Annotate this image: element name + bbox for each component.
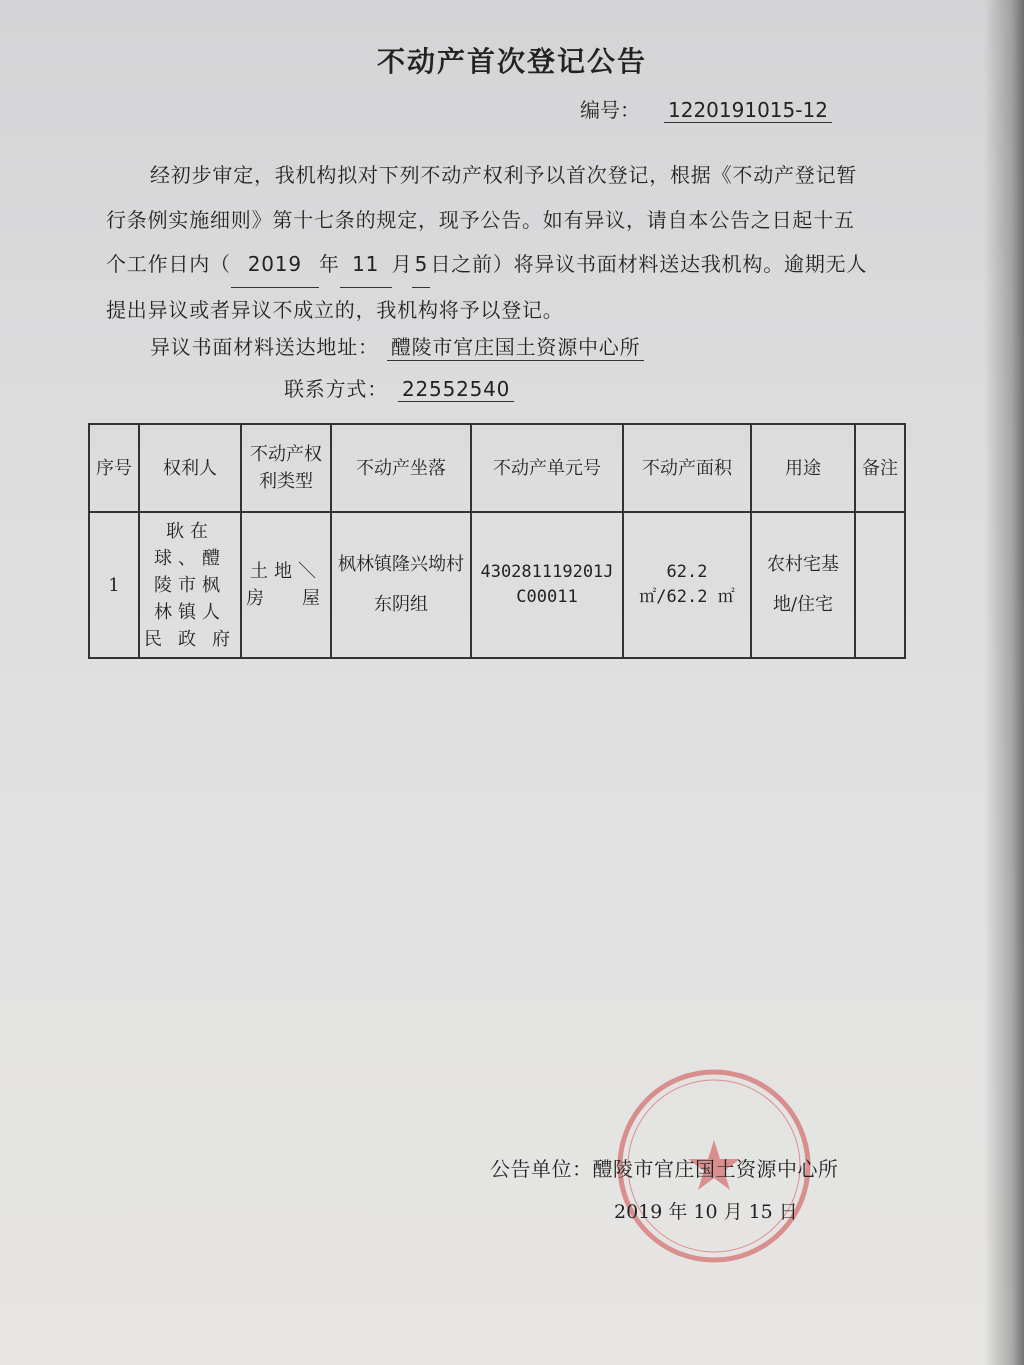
- header-cell: 用途: [751, 424, 855, 512]
- cell-unit-no: 430281119201JC00011: [471, 512, 623, 658]
- cell-holder: 耿在球、醴陵市枫林镇人民政府: [139, 512, 241, 658]
- body-line-4: 提出异议或者异议不成立的，我机构将予以登记。: [106, 297, 564, 322]
- body-line-2: 行条例实施细则》第十七条的规定，现予公告。如有异议，请自本公告之日起十五: [106, 207, 855, 232]
- objection-address-value: 醴陵市官庄国土资源中心所: [387, 331, 645, 361]
- cell-right-type: 土地＼房屋: [241, 512, 331, 658]
- notice-body: [106, 153, 906, 332]
- deadline-month: 11: [340, 242, 392, 288]
- objection-address-label: 异议书面材料送达地址：: [150, 335, 379, 359]
- document-number: [580, 94, 832, 123]
- table-header-row: [89, 424, 905, 512]
- body-line-3-suffix: 日之前）将异议书面材料送达我机构。逾期无人: [430, 252, 868, 276]
- announcement-date: [614, 1197, 804, 1224]
- header-cell: 不动产坐落: [331, 424, 471, 512]
- table-row: [89, 512, 905, 658]
- date-year: 2019: [614, 1201, 663, 1223]
- cell-remark: [855, 512, 905, 658]
- contact-info: [284, 373, 514, 402]
- cell-location: 枫林镇隆兴坳村东阴组: [331, 512, 471, 658]
- announcing-unit-label: 公告单位：: [490, 1157, 593, 1181]
- header-cell: 不动产权利类型: [241, 424, 331, 512]
- date-day-suffix: 日: [778, 1201, 798, 1223]
- announcing-unit-value: 醴陵市官庄国土资源中心所: [592, 1157, 839, 1181]
- header-cell: 备注: [855, 424, 905, 512]
- deadline-day: 5: [412, 242, 430, 288]
- header-cell: 不动产面积: [623, 424, 751, 512]
- page-edge-shadow: [984, 0, 1024, 1365]
- body-line-3-prefix: 个工作日内（: [106, 252, 231, 276]
- header-cell: 序号: [89, 424, 139, 512]
- cell-usage: 农村宅基地/住宅: [751, 512, 855, 658]
- registration-table: [88, 423, 906, 659]
- cell-area: 62.2 ㎡/62.2 ㎡: [623, 512, 751, 658]
- body-line-1: 经初步审定，我机构拟对下列不动产权利予以首次登记，根据《不动产登记暂: [150, 163, 858, 187]
- deadline-year: 2019: [231, 242, 319, 288]
- date-month: 10: [693, 1201, 718, 1223]
- cell-no: 1: [89, 512, 139, 658]
- objection-address: [150, 331, 644, 361]
- date-day: 15: [748, 1201, 773, 1223]
- header-cell: 不动产单元号: [471, 424, 623, 512]
- header-cell: 权利人: [139, 424, 241, 512]
- document-number-label: 编号：: [580, 98, 640, 122]
- contact-value: 22552540: [398, 377, 514, 402]
- deadline-year-suffix: 年: [318, 252, 340, 276]
- date-year-suffix: 年: [668, 1201, 688, 1223]
- announcing-unit: [490, 1153, 839, 1182]
- contact-label: 联系方式：: [284, 377, 388, 401]
- deadline-month-suffix: 月: [391, 252, 413, 276]
- date-month-suffix: 月: [723, 1201, 743, 1223]
- document-number-value: 1220191015-12: [664, 98, 832, 123]
- page-title: 不动产首次登记公告: [376, 45, 647, 78]
